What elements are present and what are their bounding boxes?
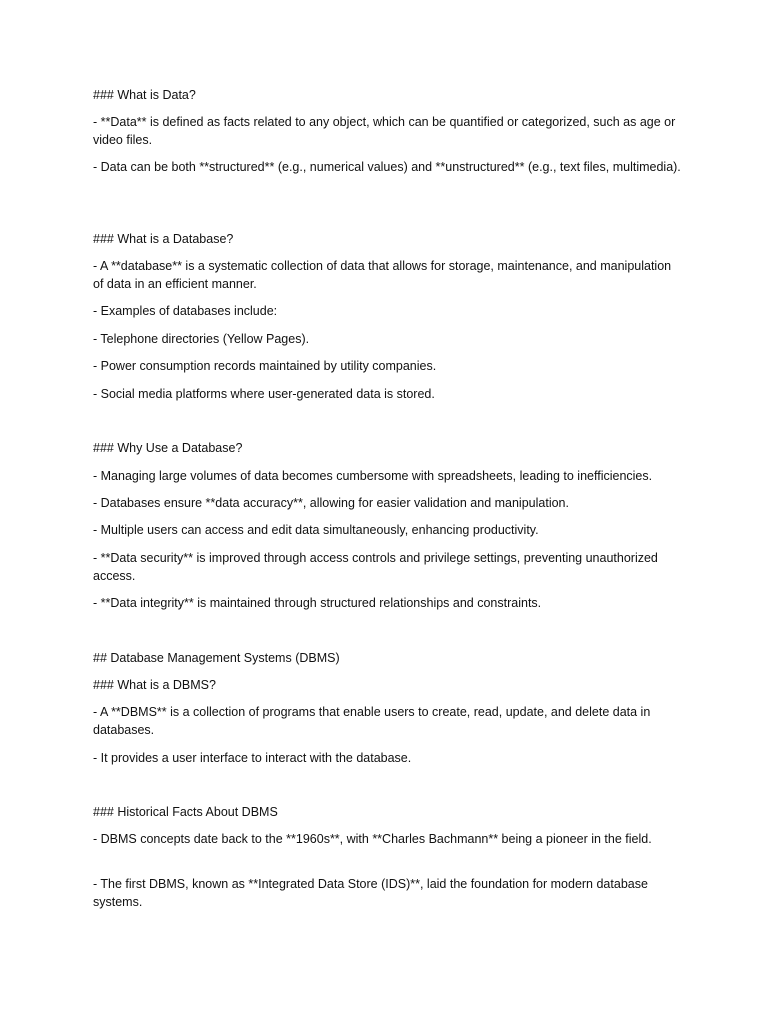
- paragraph-large-volumes: - Managing large volumes of data becomes cumbersome with spreadsheets, leading to inefficiencies.: [93, 469, 653, 483]
- paragraph-data-definition: - **Data** is defined as facts related to any object, which can be quantified or categorized, such as age or video files.: [93, 115, 676, 147]
- heading-why-use-database: ### Why Use a Database?: [93, 441, 243, 455]
- list-item-telephone-directories: - Telephone directories (Yellow Pages).: [93, 332, 310, 346]
- heading-what-is-data: ### What is Data?: [93, 88, 196, 102]
- paragraph-first-dbms-ids: - The first DBMS, known as **Integrated Data Store (IDS)**, laid the foundation for modern database systems.: [93, 877, 648, 909]
- list-item-power-consumption: - Power consumption records maintained by utility companies.: [93, 359, 437, 373]
- paragraph-data-types: - Data can be both **structured** (e.g., numerical values) and **unstructured** (e.g., text files, multimedia).: [93, 160, 681, 174]
- paragraph-dbms-history-1960s: - DBMS concepts date back to the **1960s**, with **Charles Bachmann** being a pioneer in the field.: [93, 832, 652, 846]
- heading-historical-facts: ### Historical Facts About DBMS: [93, 805, 278, 819]
- paragraph-data-accuracy: - Databases ensure **data accuracy**, allowing for easier validation and manipulation.: [93, 496, 569, 510]
- paragraph-dbms-ui: - It provides a user interface to interact with the database.: [93, 751, 412, 765]
- paragraph-dbms-definition: - A **DBMS** is a collection of programs that enable users to create, read, update, and delete data in databases.: [93, 705, 651, 737]
- paragraph-database-definition: - A **database** is a systematic collection of data that allows for storage, maintenance, and manipulation of data in an efficient manner.: [93, 259, 672, 291]
- paragraph-database-examples: - Examples of databases include:: [93, 304, 278, 318]
- paragraph-multiple-users: - Multiple users can access and edit data simultaneously, enhancing productivity.: [93, 523, 539, 537]
- heading-what-is-database: ### What is a Database?: [93, 232, 234, 246]
- heading-dbms-section: ## Database Management Systems (DBMS): [93, 651, 340, 665]
- paragraph-data-security: - **Data security** is improved through access controls and privilege settings, preventing unauthorized access.: [93, 551, 658, 583]
- heading-what-is-dbms: ### What is a DBMS?: [93, 678, 216, 692]
- paragraph-data-integrity: - **Data integrity** is maintained through structured relationships and constraints.: [93, 596, 542, 610]
- list-item-social-media: - Social media platforms where user-generated data is stored.: [93, 387, 435, 401]
